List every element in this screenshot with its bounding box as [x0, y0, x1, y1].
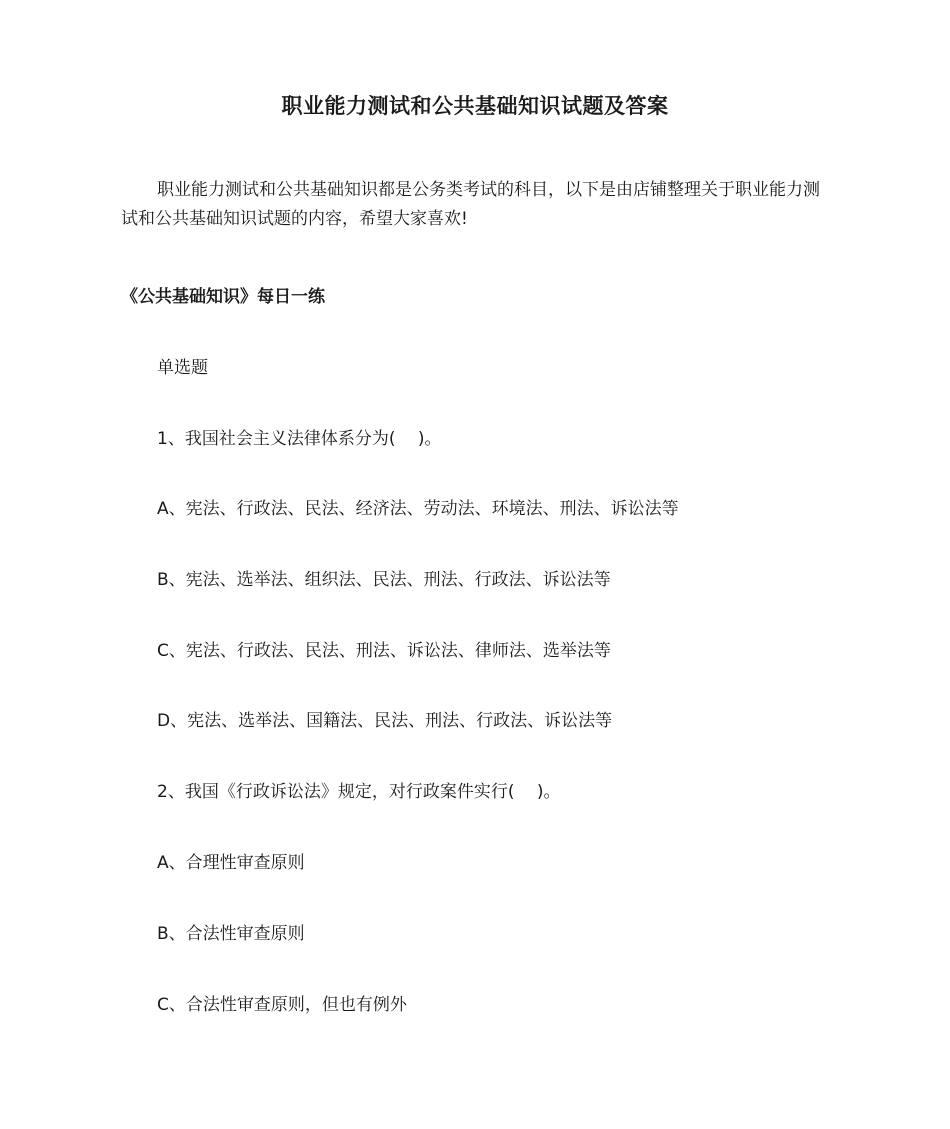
document-title: 职业能力测试和公共基础知识试题及答案	[281, 94, 669, 118]
question-2-option-a: A、合理性审查原则	[157, 853, 305, 873]
question-1-option-b: B、宪法、选举法、组织法、民法、刑法、行政法、诉讼法等	[157, 570, 611, 590]
question-2-option-c: C、合法性审查原则，但也有例外	[157, 995, 407, 1015]
question-2-option-b: B、合法性审查原则	[157, 924, 305, 944]
intro-paragraph: 职业能力测试和公共基础知识都是公务类考试的科目，以下是由店铺整理关于职业能力测试和公共基础知识试题的内容，希望大家喜欢!	[121, 180, 820, 229]
question-type-label: 单选题	[157, 358, 208, 378]
section-heading: 《公共基础知识》每日一练	[121, 287, 325, 307]
question-1-option-d: D、宪法、选举法、国籍法、民法、刑法、行政法、诉讼法等	[157, 711, 613, 731]
question-1-option-a: A、宪法、行政法、民法、经济法、劳动法、环境法、刑法、诉讼法等	[157, 499, 679, 519]
question-1-stem: 1、我国社会主义法律体系分为( )。	[157, 429, 442, 449]
question-1-option-c: C、宪法、行政法、民法、刑法、诉讼法、律师法、选举法等	[157, 641, 611, 661]
question-2-stem: 2、我国《行政诉讼法》规定，对行政案件实行( )。	[157, 782, 561, 802]
